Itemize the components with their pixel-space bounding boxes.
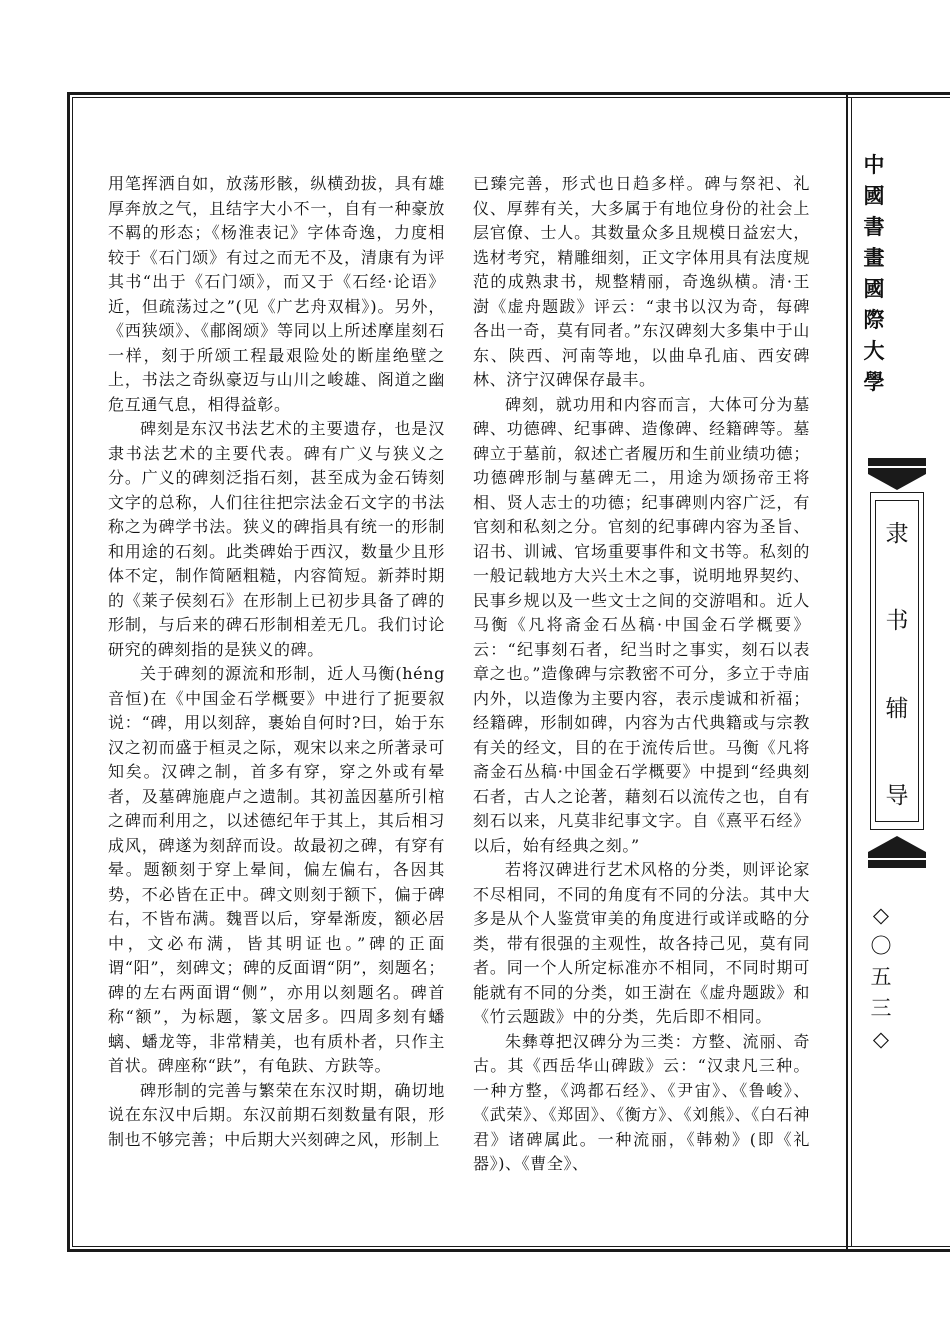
left-text-column — [108, 172, 445, 1152]
university-name — [858, 150, 890, 398]
paragraph: 关于碑刻的源流和形制，近人马衡(héng音恒)在《中国金石学概要》中进行了扼要叙说：“碑，用以刻辞，裹始自何时?曰，始于东汉之初而盛于桓灵之际，观宋以来之所著录可知矣。汉碑之制，首多有穿，穿之外或有晕者，及墓碑施鹿卢之遗制。其初盖因墓所引棺之碑而利用之，以述德纪年于其上，其后相习成风，碑遂为刻辞而设。故最初之碑，有穿有晕。题额刻于穿上晕间，偏左偏右，各因其势，不必皆在正中。碑文则刻于额下，偏于碑右，不皆布满。魏晋以后，穿晕渐废，额必居中，文必布满，皆其明证也。”碑的正面谓“阳”，刻碑文；碑的反面谓“阴”，刻题名；碑的左右两面谓“侧”，亦用以刻题名。碑首称“额”，为标题，篆文居多。四周多刻有蟠螭、蟠龙等，非常精美，也有质朴者，只作主首状。碑座称“趺”，有龟趺、方趺等。 — [108, 664, 445, 1075]
ornament-chevron-top — [868, 468, 926, 492]
page-number-char: 三 — [870, 996, 892, 1020]
chapter-title-char: 导 — [885, 782, 909, 809]
ornament-bar-bottom — [868, 860, 926, 868]
paragraph: 若将汉碑进行艺术风格的分类，则评论家不尽相同，不同的角度有不同的分法。其中大多是从个人鉴赏审美的角度进行或详或略的分类，带有很强的主观性，故各持己见，莫有同者。同一个人所定标准亦不相同，不同时期可能就有不同的分类，如王澍在《虚舟题跋》和《竹云题跋》中的分类，先后即不相同。 — [473, 860, 810, 1026]
page-number-char: 五 — [870, 965, 892, 989]
paragraph: 碑形制的完善与繁荣在东汉时期，确切地说在东汉中后期。东汉前期石刻数量有限，形制也不够完善；中后期大兴刻碑之风，形制上 — [108, 1080, 445, 1149]
page-number-char: 〇 — [870, 934, 892, 958]
university-name-char: 書 — [863, 215, 885, 239]
sidebar-divider-inner — [851, 97, 852, 1247]
page-number-char: ◇ — [872, 903, 890, 927]
ornament-chevron-bottom — [868, 834, 926, 858]
chapter-title-char: 辅 — [885, 695, 909, 722]
paragraph: 用笔挥洒自如，放荡形骸，纵横劲拔，具有雄厚奔放之气，且结字大小不一，自有一种豪放不羁的形态；《杨淮表记》字体奇逸，力度相较于《石门颂》有过之而无不及，清康有为评其书“出于《石门颂》，而又于《石经·论语》近，但疏荡过之”(见《广艺舟双楫》)。另外，《西狭颂》、《郙阁颂》等同以上所述摩崖刻石一样，刻于所颂工程最艰险处的断崖绝壁之上，书法之奇纵豪迈与山川之峻雄、阁道之幽危互通气息，相得益彰。 — [108, 174, 445, 414]
university-name-char: 際 — [863, 308, 885, 332]
chapter-title — [875, 520, 919, 810]
right-text-column — [473, 172, 810, 1177]
paragraph: 碑刻是东汉书法艺术的主要遗存，也是汉隶书法艺术的主要代表。碑有广义与狭义之分。广义的碑刻泛指石刻，甚至成为金石铸刻文字的总称，人们往往把宗法金石文字的书法称之为碑学书法。狭义的碑指具有统一的形制和用途的石刻。此类碑始于西汉，数量少且形体不定，制作简陋粗糙，内容简短。新莽时期的《莱子侯刻石》在形制上已初步具备了碑的形制，与后来的碑石形制相差无几。我们讨论研究的碑刻指的是狭义的碑。 — [108, 419, 445, 659]
university-name-char: 畫 — [863, 246, 885, 270]
university-name-char: 中 — [863, 153, 885, 177]
university-name-char: 學 — [863, 370, 885, 394]
university-name-char: 國 — [863, 184, 885, 208]
page-number-char: ◇ — [872, 1027, 890, 1051]
paragraph: 已臻完善，形式也日趋多样。碑与祭祀、礼仪、厚葬有关，大多属于有地位身份的社会上层官僚、士人。其数量众多且规模日益宏大，选材考究，精雕细刻，正文字体用具有法度规范的成熟隶书，规整精丽，奇逸纵横。清·王澍《虚舟题跋》评云：“隶书以汉为奇，每碑各出一奇，莫有同者。”东汉碑刻大多集中于山东、陕西、河南等地，以曲阜孔庙、西安碑林、济宁汉碑保存最丰。 — [473, 174, 810, 389]
university-name-char: 大 — [863, 339, 885, 363]
chapter-title-char: 隶 — [885, 521, 909, 547]
university-name-char: 國 — [863, 277, 885, 301]
paragraph: 朱彝尊把汉碑分为三类：方整、流丽、奇古。其《西岳华山碑跋》云：“汉隶凡三种。一种方整，《鸿都石经》、《尹宙》、《鲁峻》、《武荣》、《郑固》、《衡方》、《刘熊》、《白石神君》诸碑属此。一种流丽，《韩勑》(即《礼器》)、《曹全》、 — [473, 1031, 810, 1173]
page-number — [866, 900, 896, 1055]
sidebar-divider — [846, 92, 848, 1252]
ornament-bar-top — [868, 458, 926, 466]
chapter-title-char: 书 — [885, 608, 909, 635]
paragraph: 碑刻，就功用和内容而言，大体可分为墓碑、功德碑、纪事碑、造像碑、经籍碑等。墓碑立于墓前，叙述亡者履历和生前业绩功德；功德碑形制与墓碑无二，用途为颂扬帝王将相、贤人志士的功德；纪事碑则内容广泛，有官刻和私刻之分。官刻的纪事碑内容为圣旨、诏书、训诫、官场重要事件和文书等。私刻的一般记载地方大兴土木之事，说明地界契约、民事乡规以及一些文士之间的交游唱和。近人马衡《凡将斋金石丛稿·中国金石学概要》云：“纪事刻石者，纪当时之事实，刻石以表章之也。”造像碑与宗教密不可分，多立于寺庙内外，以造像为主要内容，表示虔诚和祈福；经籍碑，形制如碑，内容为古代典籍或与宗教有关的经文，目的在于流传后世。马衡《凡将斋金石丛稿·中国金石学概要》中提到“经典刻石者，古人之论著，藉刻石以流传之也，自有刻石以来，凡莫非纪事文字。自《熹平石经》以后，始有经典之刻。” — [473, 394, 810, 855]
